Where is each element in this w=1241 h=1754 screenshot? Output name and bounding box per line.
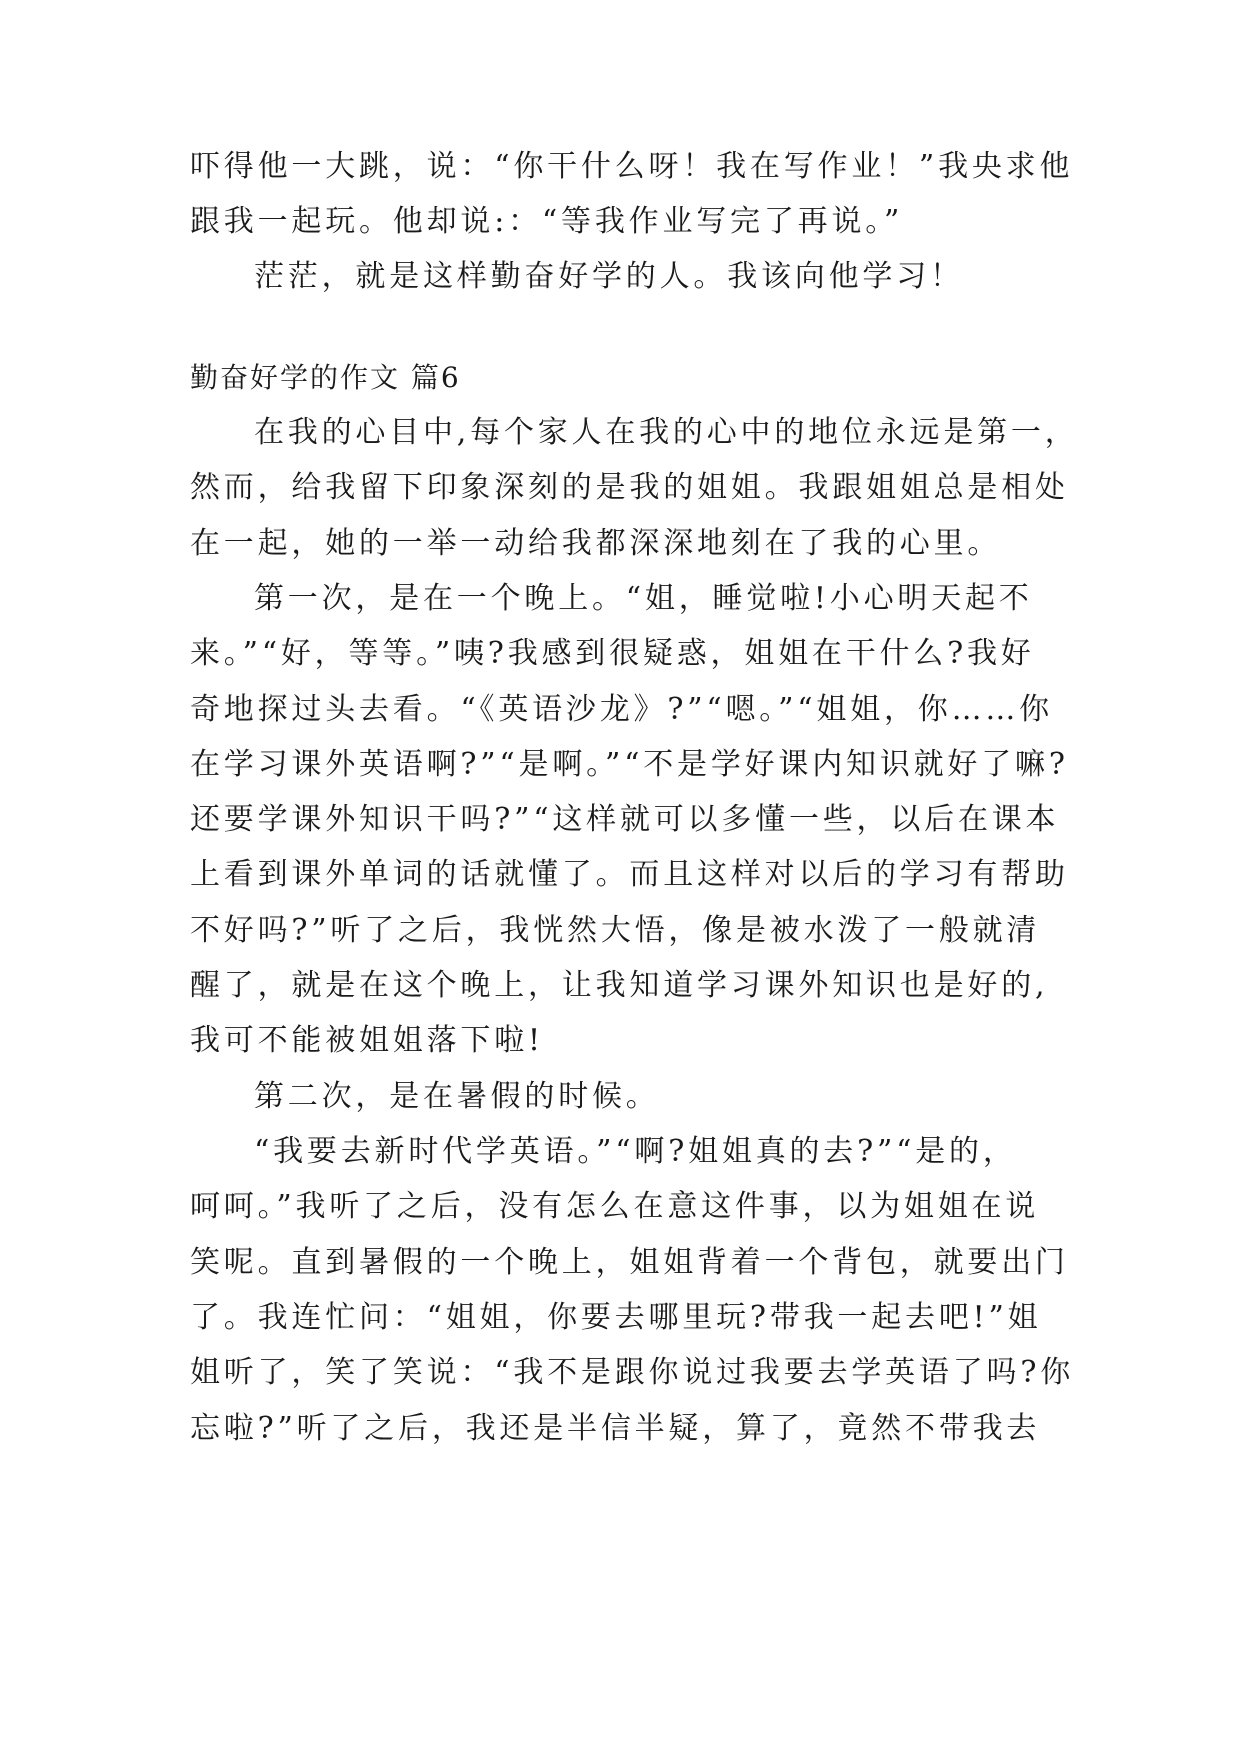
paragraph-line: 第二次，是在暑假的时候。 [254, 1079, 660, 1114]
paragraph-line: 还要学课外知识干吗?”“这样就可以多懂一些，以后在课本 [190, 802, 1060, 837]
paragraph-line: 我可不能被姐姐落下啦! [190, 1023, 544, 1058]
section-heading: 勤奋好学的作文 篇6 [190, 361, 461, 394]
paragraph-line: 姐听了，笑了笑说：“我不是跟你说过我要去学英语了吗?你 [190, 1355, 1075, 1390]
paragraph-line: 然而，给我留下印象深刻的是我的姐姐。我跟姐姐总是相处 [190, 470, 1069, 505]
paragraph-line: 奇地探过头去看。“《英语沙龙》?”“嗯。”“姐姐，你……你 [190, 692, 1053, 727]
paragraph-line: 笑呢。直到暑假的一个晚上，姐姐背着一个背包，就要出门 [190, 1245, 1069, 1280]
paragraph-line: 茫茫，就是这样勤奋好学的人。我该向他学习！ [254, 259, 964, 294]
paragraph-line: “我要去新时代学英语。”“啊?姐姐真的去?”“是的， [254, 1134, 1017, 1169]
paragraph-line: 呵呵。”我听了之后，没有怎么在意这件事，以为姐姐在说 [190, 1189, 1040, 1224]
paragraph-line: 在我的心目中,每个家人在我的心中的地位永远是第一， [254, 415, 1079, 450]
paragraph-line: 跟我一起玩。他却说:：“等我作业写完了再说。” [190, 204, 904, 239]
paragraph-line: 在学习课外英语啊?”“是啊。”“不是学好课内知识就好了嘛? [190, 747, 1069, 782]
paragraph-line: 上看到课外单词的话就懂了。而且这样对以后的学习有帮助 [190, 857, 1069, 892]
paragraph-line: 了。我连忙问：“姐姐，你要去哪里玩?带我一起去吧!”姐 [190, 1300, 1042, 1335]
paragraph-line: 吓得他一大跳，说：“你干什么呀！我在写作业！”我央求他 [190, 149, 1074, 184]
paragraph-line: 在一起，她的一举一动给我都深深地刻在了我的心里。 [190, 526, 1002, 561]
paragraph-line: 来。”“好，等等。”咦?我感到很疑惑，姐姐在干什么?我好 [190, 636, 1035, 671]
paragraph-line: 不好吗?”听了之后，我恍然大悟，像是被水泼了一般就清 [190, 913, 1041, 948]
paragraph-line: 忘啦?”听了之后，我还是半信半疑，算了，竟然不带我去 [190, 1411, 1041, 1446]
paragraph-line: 第一次，是在一个晚上。“姐，睡觉啦!小心明天起不 [254, 581, 1033, 616]
paragraph-line: 醒了，就是在这个晚上，让我知道学习课外知识也是好的, [190, 968, 1049, 1003]
